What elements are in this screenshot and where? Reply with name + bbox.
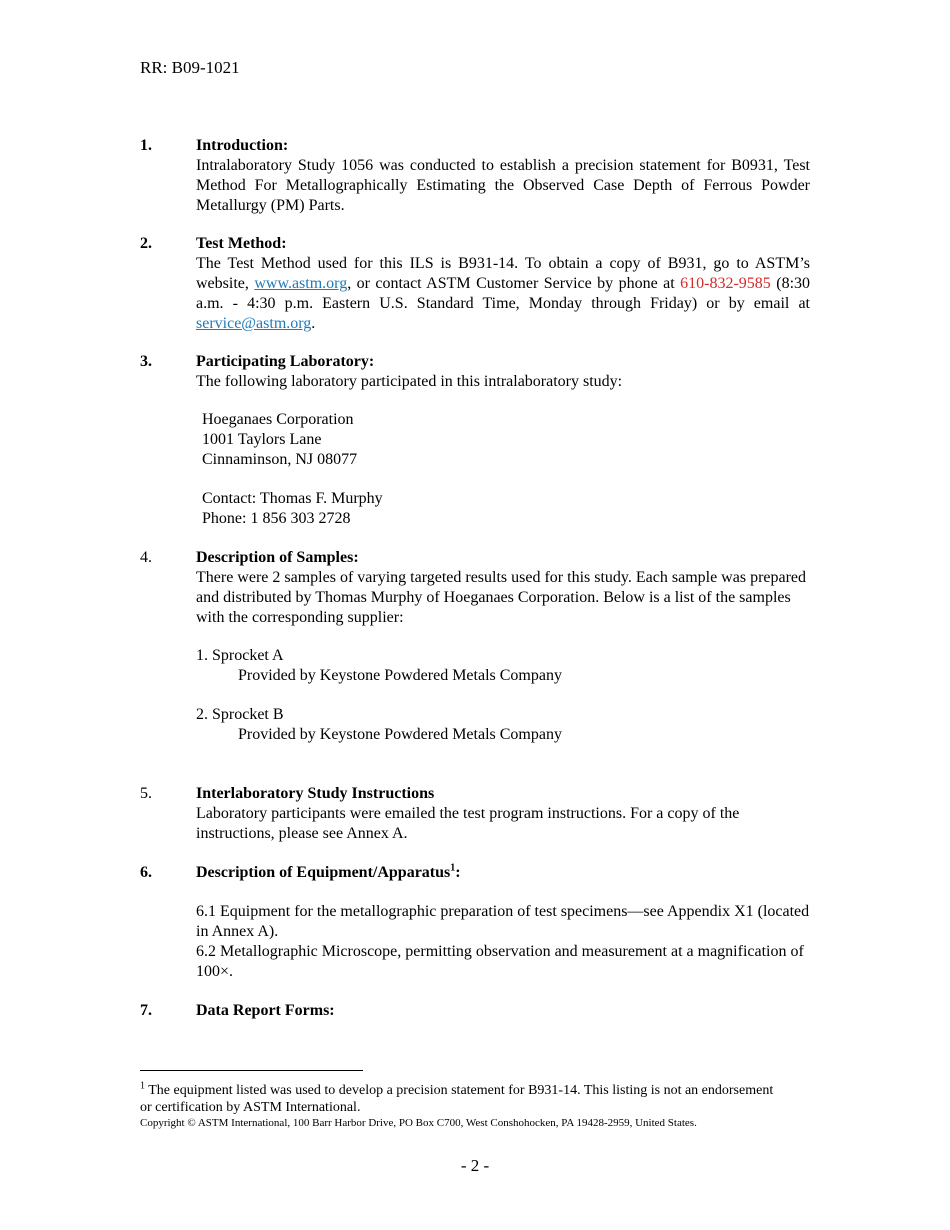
lab-contact [202, 489, 383, 529]
lab-street: 1001 Taylors Lane [202, 431, 322, 448]
section-6-title-text: Description of Equipment/Apparatus [196, 864, 451, 881]
section-5 [196, 784, 810, 844]
section-7 [196, 1001, 810, 1021]
sample-item-supplier: Provided by Keystone Powdered Metals Company [238, 667, 562, 684]
lab-contact-name: Contact: Thomas F. Murphy [202, 490, 383, 507]
footnote-divider [140, 1070, 363, 1071]
section-7-title: Data Report Forms: [196, 1002, 335, 1019]
section-2-title: Test Method: [196, 235, 287, 252]
section-5-title: Interlaboratory Study Instructions [196, 785, 435, 802]
section-6-title-suffix: : [455, 864, 461, 881]
section-6 [196, 863, 810, 883]
section-1-title: Introduction: [196, 137, 289, 154]
section-4 [196, 548, 810, 628]
section-2-text-3: (8:30 a.m. - 4:30 p.m. Eastern U.S. Standard Time, Monday through Friday) or by email at [196, 275, 811, 312]
section-2 [196, 234, 810, 334]
customer-service-phone: 610-832-9585 [680, 275, 771, 292]
lab-name: Hoeganaes Corporation [202, 411, 354, 428]
section-3-title: Participating Laboratory: [196, 353, 375, 370]
section-3-number: 3. [140, 353, 152, 370]
section-2-text-1: The Test Method used for this ILS is B931-14. To obtain a copy of B931, go to ASTM’s website, [196, 255, 810, 292]
sample-item-label: 2. Sprocket B [196, 706, 284, 723]
section-3-body: The following laboratory participated in this intralaboratory study: [196, 373, 623, 390]
section-1-number: 1. [140, 137, 152, 154]
section-4-title: Description of Samples: [196, 549, 359, 566]
section-6-number: 6. [140, 864, 152, 881]
sample-item-label: 1. Sprocket A [196, 647, 284, 664]
section-2-text-4: . [311, 315, 316, 332]
section-1 [196, 136, 810, 216]
section-2-text-2: , or contact ASTM Customer Service by phone at [347, 275, 681, 292]
section-5-number: 5. [140, 785, 152, 802]
section-4-body: There were 2 samples of varying targeted results used for this study. Each sample was prepared and distributed by Thomas Murphy of Hoeganaes Corporation. Below is a list of the samples with the corresponding supplier: [196, 569, 807, 626]
lab-contact-phone: Phone: 1 856 303 2728 [202, 510, 351, 527]
section-6-title [196, 863, 810, 883]
copyright-notice: Copyright © ASTM International, 100 Barr Harbor Drive, PO Box C700, West Conshohocken, PA 19428-2959, United States. [140, 1117, 697, 1129]
section-2-number: 2. [140, 235, 152, 252]
footnote-reference: 1 [450, 862, 456, 874]
equipment-item: 6.2 Metallographic Microscope, permitting observation and measurement at a magnification of 100×. [196, 943, 804, 980]
section-3 [196, 352, 810, 392]
equipment-list [196, 902, 810, 982]
section-4-number: 4. [140, 549, 152, 566]
service-email-link[interactable]: service@astm.org [196, 315, 312, 332]
section-5-body: Laboratory participants were emailed the test program instructions. For a copy of the instructions, please see Annex A. [196, 805, 740, 842]
lab-address [202, 410, 357, 470]
footnote-mark: 1 [140, 1080, 145, 1092]
section-2-body [196, 254, 810, 334]
section-7-number: 7. [140, 1002, 152, 1019]
document-header: RR: B09-1021 [140, 58, 240, 77]
footnote-text: The equipment listed was used to develop a precision statement for B931-14. This listing is not an endorsement or certification by ASTM International. [140, 1083, 774, 1115]
section-1-body: Intralaboratory Study 1056 was conducted to establish a precision statement for B0931, Test Method For Metallographically Estimating the Observed Case Depth of Ferrous Powder Metallurgy (PM) Parts. [196, 157, 810, 214]
page-number: - 2 - [460, 1156, 490, 1175]
astm-website-link[interactable]: www.astm.org [254, 275, 348, 292]
equipment-item: 6.1 Equipment for the metallographic preparation of test specimens—see Appendix X1 (located in Annex A). [196, 903, 810, 940]
sample-item-supplier: Provided by Keystone Powdered Metals Company [238, 726, 562, 743]
footnote [140, 1082, 780, 1116]
lab-city: Cinnaminson, NJ 08077 [202, 451, 358, 468]
